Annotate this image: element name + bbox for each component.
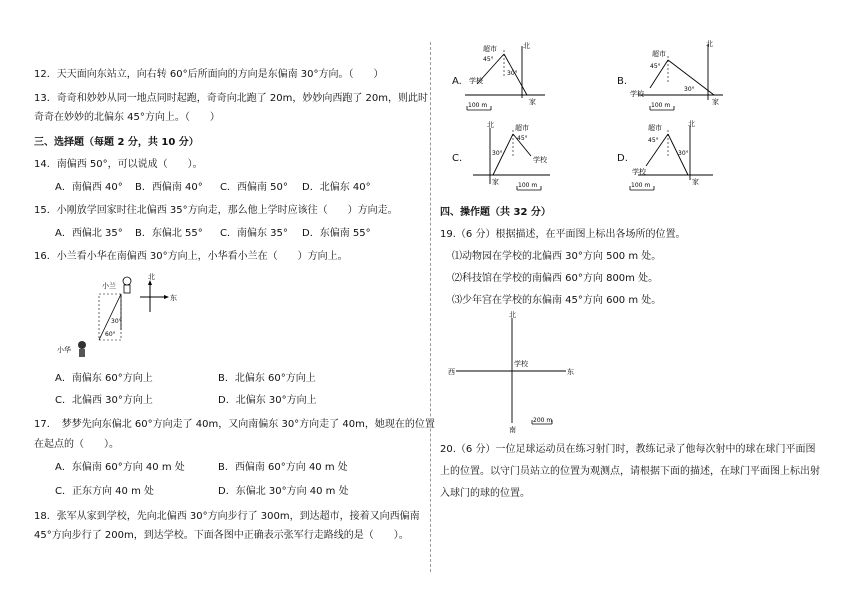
question-12: 12．天天面向东站立，向右转 60°后所面向的方向是东偏南 30°方向。（ ） xyxy=(34,69,384,80)
q19-scale-label: 200 m xyxy=(533,417,553,424)
svg-text:学校: 学校 xyxy=(630,90,644,98)
q18-fig-b-letter: B. xyxy=(617,76,628,87)
svg-text:北: 北 xyxy=(688,120,695,128)
q18-figure-a xyxy=(465,38,555,116)
q18-figure-d xyxy=(628,118,728,196)
section-4-heading: 四、操作题（共 32 分） xyxy=(440,207,551,218)
xiaolan-figure xyxy=(123,277,131,293)
svg-text:超市: 超市 xyxy=(652,50,666,58)
question-20-line3: 入球门的球的位置。 xyxy=(440,488,530,499)
q19-item-1: ⑴动物园在学校的北偏西 30°方向 500 m 处。 xyxy=(452,251,662,262)
q16-angle-30: 30° xyxy=(111,318,122,325)
section-3-heading: 三、选择题（每题 2 分，共 10 分） xyxy=(34,137,199,148)
q16-option-d: D．北偏东 30°方向上 xyxy=(218,395,317,406)
svg-text:100 m: 100 m xyxy=(468,102,488,109)
svg-text:家: 家 xyxy=(692,178,699,186)
q19-south-label: 南 xyxy=(509,426,516,434)
q16-north-label: 北 xyxy=(148,273,155,281)
q19-map xyxy=(448,308,578,434)
q16-option-b: B．北偏东 60°方向上 xyxy=(218,373,316,384)
question-17-line1: 17． 梦梦先向东偏北 60°方向走了 40m，又向南偏东 30°方向走了 40m，她现在的位置 xyxy=(34,419,435,430)
svg-text:北: 北 xyxy=(706,40,713,48)
svg-text:北: 北 xyxy=(487,121,494,129)
question-18-line2: 45°方向步行了 200m，到达学校。下面各图中正确表示张军行走路线的是（ ）。 xyxy=(34,530,409,541)
svg-text:超市: 超市 xyxy=(483,45,497,53)
q15-option-c: C．南偏东 35° xyxy=(220,228,288,239)
question-17-line2: 在起点的（ ）。 xyxy=(34,439,119,450)
q19-north-label: 北 xyxy=(509,311,516,319)
svg-text:超市: 超市 xyxy=(515,124,529,132)
q15-option-d: D．东偏南 55° xyxy=(302,228,371,239)
q14-option-b: B．西偏南 40° xyxy=(135,182,203,193)
q16-angle-60: 60° xyxy=(105,331,116,338)
q18-fig-d-letter: D. xyxy=(617,153,628,164)
svg-text:家: 家 xyxy=(529,98,536,106)
q16-option-a: A．南偏东 60°方向上 xyxy=(55,373,153,384)
q18-fig-c-letter: C. xyxy=(452,153,463,164)
q15-option-b: B．东偏北 55° xyxy=(135,228,203,239)
svg-text:家: 家 xyxy=(712,98,719,106)
svg-text:30°: 30° xyxy=(492,150,503,157)
svg-text:家: 家 xyxy=(492,178,499,186)
svg-text:30°: 30° xyxy=(507,70,518,77)
svg-text:30°: 30° xyxy=(678,150,689,157)
q14-option-d: D．北偏东 40° xyxy=(302,182,371,193)
q15-option-a: A．西偏北 35° xyxy=(55,228,123,239)
q19-east-label: 东 xyxy=(567,368,574,376)
svg-text:100 m: 100 m xyxy=(651,102,671,109)
xiaolan-label: 小兰 xyxy=(102,282,116,290)
question-15: 15．小刚放学回家时往北偏西 35°方向走，那么他上学时应该往（ ）方向走。 xyxy=(34,205,398,216)
question-13-line2: 奇奇在妙妙的北偏东 45°方向上。（ ） xyxy=(34,112,220,123)
q18-figure-b xyxy=(628,38,728,116)
question-19: 19.（6 分）根据描述，在平面图上标出各场所的位置。 xyxy=(440,229,686,240)
q19-west-label: 西 xyxy=(448,368,455,376)
q17-option-b: B．西偏南 60°方向 40 m 处 xyxy=(218,462,348,473)
q17-option-a: A．东偏南 60°方向 40 m 处 xyxy=(55,462,185,473)
q16-option-c: C．北偏西 30°方向上 xyxy=(55,395,153,406)
svg-text:北: 北 xyxy=(523,42,530,50)
question-13-line1: 13．奇奇和妙妙从同一地点同时起跑，奇奇向北跑了 20m，妙妙向西跑了 20m，则此时 xyxy=(34,93,429,104)
q14-option-a: A．南偏西 40° xyxy=(55,182,123,193)
q18-fig-a-letter: A. xyxy=(452,76,462,87)
q19-item-3: ⑶少年宫在学校的东偏南 45°方向 600 m 处。 xyxy=(452,295,662,306)
question-20-line1: 20.（6 分）一位足球运动员在练习射门时，教练记录了他每次射中的球在球门平面图 xyxy=(440,444,816,455)
svg-text:学校: 学校 xyxy=(469,77,483,85)
question-14: 14．南偏西 50°，可以说成（ ）。 xyxy=(34,159,203,170)
xiaohua-label: 小华 xyxy=(57,346,71,354)
question-18-line1: 18．张军从家到学校，先向北偏西 30°方向步行了 300m，到达超市，接着又向西偏南 xyxy=(34,511,420,522)
question-16: 16．小兰看小华在南偏西 30°方向上，小华看小兰在（ ）方向上。 xyxy=(34,251,348,262)
q17-option-c: C．正东方向 40 m 处 xyxy=(55,486,154,497)
q19-school-label: 学校 xyxy=(514,360,528,368)
svg-text:学校: 学校 xyxy=(632,168,646,176)
svg-text:100 m: 100 m xyxy=(518,182,538,189)
column-divider xyxy=(430,42,431,572)
svg-text:学校: 学校 xyxy=(533,156,547,164)
svg-text:30°: 30° xyxy=(684,86,695,93)
q16-east-label: 东 xyxy=(170,294,177,302)
svg-text:45°: 45° xyxy=(517,135,528,142)
q16-direction-figure xyxy=(55,270,190,360)
q14-option-c: C．西偏南 50° xyxy=(220,182,288,193)
svg-text:45°: 45° xyxy=(650,63,661,70)
svg-text:超市: 超市 xyxy=(648,124,662,132)
xiaohua-figure xyxy=(78,341,86,357)
question-20-line2: 上的位置。以守门员站立的位置为观测点，请根据下面的描述，在球门平面图上标出射 xyxy=(440,466,820,477)
svg-text:100 m: 100 m xyxy=(631,182,651,189)
q18-figure-c xyxy=(465,118,565,196)
q17-option-d: D．东偏北 30°方向 40 m 处 xyxy=(218,486,349,497)
svg-text:45°: 45° xyxy=(648,137,659,144)
svg-text:45°: 45° xyxy=(483,56,494,63)
q19-item-2: ⑵科技馆在学校的南偏西 60°方向 800m 处。 xyxy=(452,273,659,284)
